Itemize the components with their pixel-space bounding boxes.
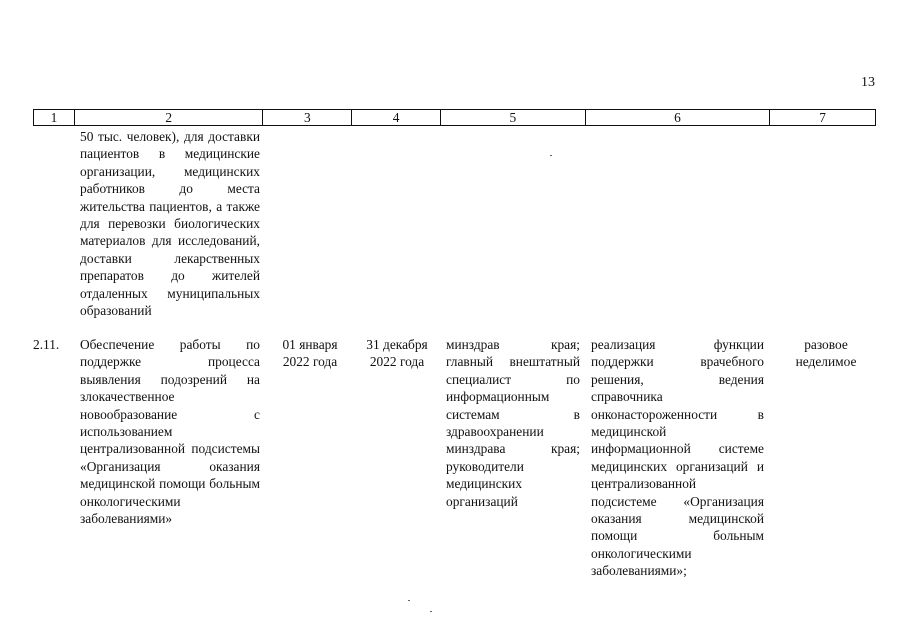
page-number: 13 <box>861 75 875 90</box>
header-cell-2: 2 <box>75 110 264 125</box>
row-responsible: минздрав края; главный внештатный специалист по информационным системам в здравоохранении минздрава края; руководители медицинских организаций <box>446 337 580 509</box>
header-cell-1: 1 <box>34 110 75 125</box>
row-description: Обеспечение работы по поддержке процесса выявления подозрений на злокачественное новообразование с использованием централизованной подсистемы «Организация оказания медицинской помощи больным онкологическими заболеваниями» <box>80 337 260 527</box>
row-number: 2.11. <box>33 337 60 352</box>
row-result: реализация функции поддержки врачебного решения, ведения справочника онконастороженности в медицинской информационной системе медицинских организаций и централизованной подсистеме «Организация оказания медицинской помощи больным онкологическими заболеваниями»; <box>591 337 764 579</box>
row-start-date: 01 января 2022 года <box>282 337 338 370</box>
scan-speck <box>550 155 552 156</box>
scan-speck <box>408 600 410 601</box>
header-cell-3: 3 <box>263 110 352 125</box>
header-cell-7: 7 <box>819 110 826 125</box>
table-header-row <box>33 109 876 126</box>
scan-speck <box>430 611 432 612</box>
continued-cell-text: 50 тыс. человек), для доставки пациентов в медицинские организации, медицинских работников до места жительства пациентов, а также для перевозки биологических материалов для исследований, доставки лекарственных препаратов до жителей отдаленных муниципальных образований <box>80 129 260 319</box>
header-cell-6: 6 <box>586 110 771 125</box>
header-cell-4: 4 <box>352 110 441 125</box>
row-end-date: 31 декабря 2022 года <box>366 337 428 370</box>
header-cell-5: 5 <box>441 110 586 125</box>
row-kind: разовое неделимое <box>795 337 857 370</box>
